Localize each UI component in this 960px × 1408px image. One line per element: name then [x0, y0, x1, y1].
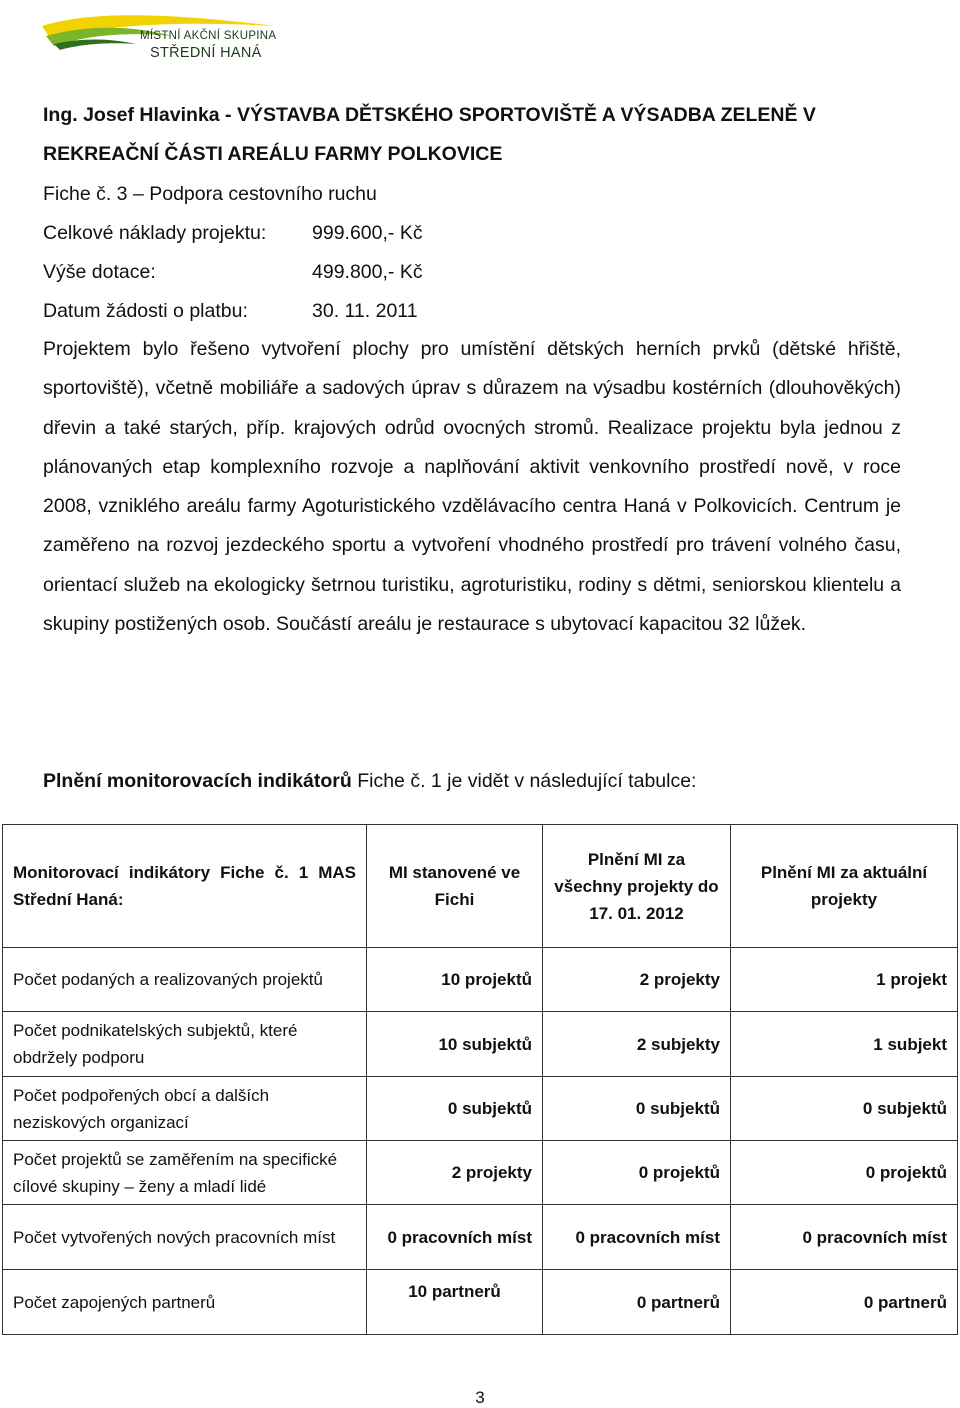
row-label: Počet podnikatelských subjektů, které obdržely podporu — [3, 1012, 367, 1077]
row-all: 0 projektů — [543, 1141, 731, 1205]
indicators-heading-rest: Fiche č. 1 je vidět v následující tabulce: — [351, 770, 697, 792]
row-current: 0 subjektů — [731, 1077, 958, 1141]
logo-text-line2: STŘEDNÍ HANÁ — [150, 45, 262, 61]
header-set: MI stanovené ve Fichi — [367, 825, 543, 948]
row-all: 0 pracovních míst — [543, 1205, 731, 1270]
row-label: Počet zapojených partnerů — [3, 1270, 367, 1335]
project-title-line2: REKREAČNÍ ČÁSTI AREÁLU FARMY POLKOVICE — [43, 143, 503, 165]
row-label: Počet podpořených obcí a dalších neziskových organizací — [3, 1077, 367, 1141]
row-set: 2 projekty — [367, 1141, 543, 1205]
header-indicator: Monitorovací indikátory Fiche č. 1 MAS Střední Haná: — [3, 825, 367, 948]
table-row — [3, 1270, 958, 1335]
grant-label: Výše dotace: — [43, 261, 156, 283]
project-description: Projektem bylo řešeno vytvoření plochy pro umístění dětských herních prvků (dětské hřiště, sportoviště), včetně mobiliáře a sadových úprav s důrazem na výsadbu kostérních (dlouhověkých) dřevin a také starých, příp. krajových odrůd ovocných stromů. Realizace projektu byla jednou z plánovaných etap komplexního rozvoje a naplňování aktivit venkovního prostředí nově, v roce 2008, vzniklého areálu farmy Agoturistického vzdělávacího centra Haná v Polkovicích. Centrum je zaměřeno na rozvoj jezdeckého sportu a vytvoření vhodného prostředí pro trávení volného času, orientací služeb na ekologicky šetrnou turistiku, agroturistiku, rodiny s dětmi, seniorskou klientelu a skupiny postižených osob. Součástí areálu je restaurace s ubytovací kapacitou 32 lůžek. — [43, 338, 901, 636]
date-value: 30. 11. 2011 — [312, 300, 418, 322]
table-row — [3, 1205, 958, 1270]
page-number: 3 — [475, 1388, 485, 1407]
indicators-table — [2, 824, 958, 1335]
table-header-row — [3, 825, 958, 948]
row-set: 10 projektů — [367, 948, 543, 1012]
indicators-heading-bold: Plnění monitorovacích indikátorů — [43, 770, 352, 792]
grant-row — [43, 260, 543, 284]
table-row — [3, 1077, 958, 1141]
row-all: 2 subjekty — [543, 1012, 731, 1077]
project-title-line1: Ing. Josef Hlavinka - VÝSTAVBA DĚTSKÉHO SPORTOVIŠTĚ A VÝSADBA ZELENĚ V — [43, 104, 816, 126]
row-current: 0 pracovních míst — [731, 1205, 958, 1270]
row-all: 0 subjektů — [543, 1077, 731, 1141]
date-label: Datum žádosti o platbu: — [43, 300, 248, 322]
table-row — [3, 1012, 958, 1077]
logo-text-line1: MÍSTNÍ AKČNÍ SKUPINA — [140, 30, 277, 42]
row-label: Počet projektů se zaměřením na specifické cílové skupiny – ženy a mladí lidé — [3, 1141, 367, 1205]
header-all-projects: Plnění MI za všechny projekty do 17. 01. 2012 — [543, 825, 731, 948]
row-current: 0 projektů — [731, 1141, 958, 1205]
row-set: 10 subjektů — [367, 1012, 543, 1077]
row-set: 10 partnerů — [367, 1270, 543, 1335]
row-label: Počet vytvořených nových pracovních míst — [3, 1205, 367, 1270]
row-label: Počet podaných a realizovaných projektů — [3, 948, 367, 1012]
row-set: 0 subjektů — [367, 1077, 543, 1141]
grant-value: 499.800,- Kč — [312, 261, 423, 283]
cost-value: 999.600,- Kč — [312, 222, 423, 244]
table-row — [3, 948, 958, 1012]
row-current: 0 partnerů — [731, 1270, 958, 1335]
row-all: 0 partnerů — [543, 1270, 731, 1335]
row-all: 2 projekty — [543, 948, 731, 1012]
table-row — [3, 1141, 958, 1205]
row-set: 0 pracovních míst — [367, 1205, 543, 1270]
cost-row — [43, 221, 543, 245]
date-row — [43, 299, 543, 323]
row-current: 1 projekt — [731, 948, 958, 1012]
cost-label: Celkové náklady projektu: — [43, 222, 267, 244]
indicators-heading — [43, 769, 696, 793]
fiche-line: Fiche č. 3 – Podpora cestovního ruchu — [43, 183, 377, 205]
header-current-projects: Plnění MI za aktuální projekty — [731, 825, 958, 948]
row-current: 1 subjekt — [731, 1012, 958, 1077]
